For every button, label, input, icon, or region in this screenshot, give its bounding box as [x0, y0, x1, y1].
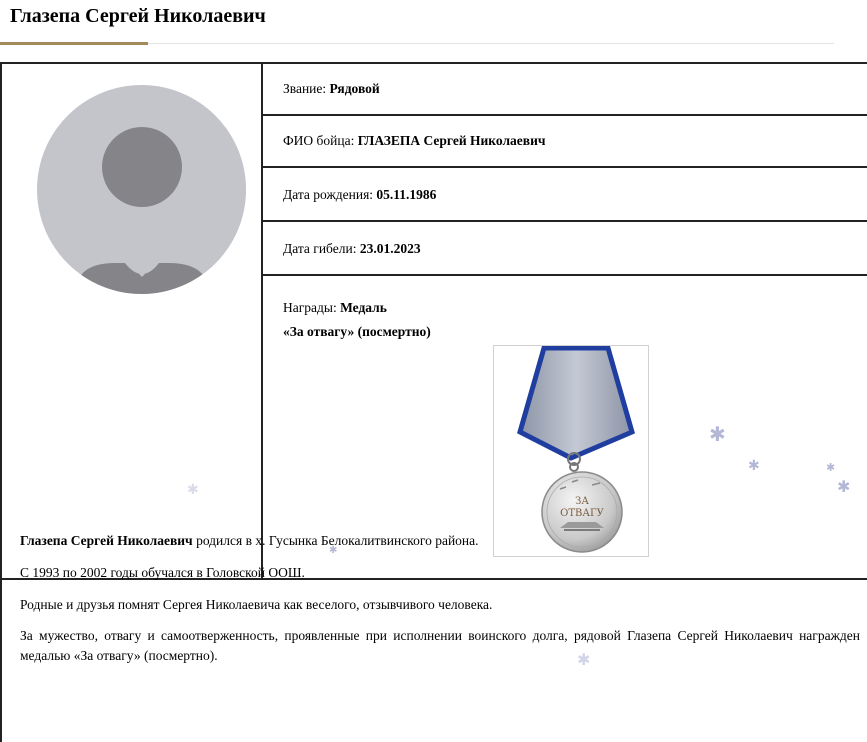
info-column: [263, 64, 867, 580]
awards-value-line2: «За отвагу» (посмертно): [283, 324, 431, 339]
title-accent-bar: [0, 42, 148, 45]
snowflake-icon: ✱: [187, 482, 199, 498]
biography: [20, 530, 860, 676]
name-value: ГЛАЗЕПА Сергей Николаевич: [357, 133, 546, 148]
bio-birthplace: родился в х. Гусынка Белокалитвинского района.: [192, 533, 479, 548]
death-value: 23.01.2023: [359, 241, 421, 256]
snowflake-icon: ✱: [826, 461, 836, 474]
bio-paragraph-4: За мужество, отвагу и самоотверженность, проявленные при исполнении воинского долга, рядовой Глазепа Сергей Николаевич награжден медалью «За отвагу» (посмертно).: [20, 628, 860, 663]
avatar-placeholder-icon: [37, 85, 246, 294]
medal-inscription-1: ЗА: [575, 496, 589, 507]
awards-label: Награды:: [283, 300, 337, 315]
snowflake-icon: ✱: [748, 458, 760, 474]
medal-image: [493, 345, 649, 557]
name-label: ФИО бойца:: [283, 133, 355, 148]
birth-value: 05.11.1986: [376, 187, 437, 202]
bio-paragraph-2: С 1993 по 2002 годы обучался в Головской ООШ.: [20, 565, 305, 580]
photo-cell: [2, 64, 263, 580]
name-row: [263, 116, 867, 168]
page-title: Глазепа Сергей Николаевич: [10, 5, 266, 27]
rank-value: Рядовой: [329, 81, 380, 96]
snowflake-icon: ✱: [329, 545, 338, 556]
bio-paragraph-1: [20, 530, 860, 552]
death-label: Дата гибели:: [283, 241, 357, 256]
awards-block: [283, 296, 431, 344]
bio-paragraph-3: Родные и друзья помнят Сергея Николаевича как веселого, отзывчивого человека.: [20, 597, 493, 612]
death-row: [263, 224, 867, 276]
rank-row: [263, 64, 867, 116]
snowflake-icon: ✱: [577, 650, 591, 669]
snowflake-icon: ✱: [709, 422, 726, 446]
birth-label: Дата рождения:: [283, 187, 374, 202]
birth-row: [263, 170, 867, 222]
medal-inscription-2: ОТВАГУ: [560, 508, 604, 519]
awards-value-line1: Медаль: [340, 300, 387, 315]
snowflake-icon: ✱: [837, 477, 851, 496]
rank-label: Звание:: [283, 81, 327, 96]
bio-name: Глазепа Сергей Николаевич: [20, 533, 193, 548]
